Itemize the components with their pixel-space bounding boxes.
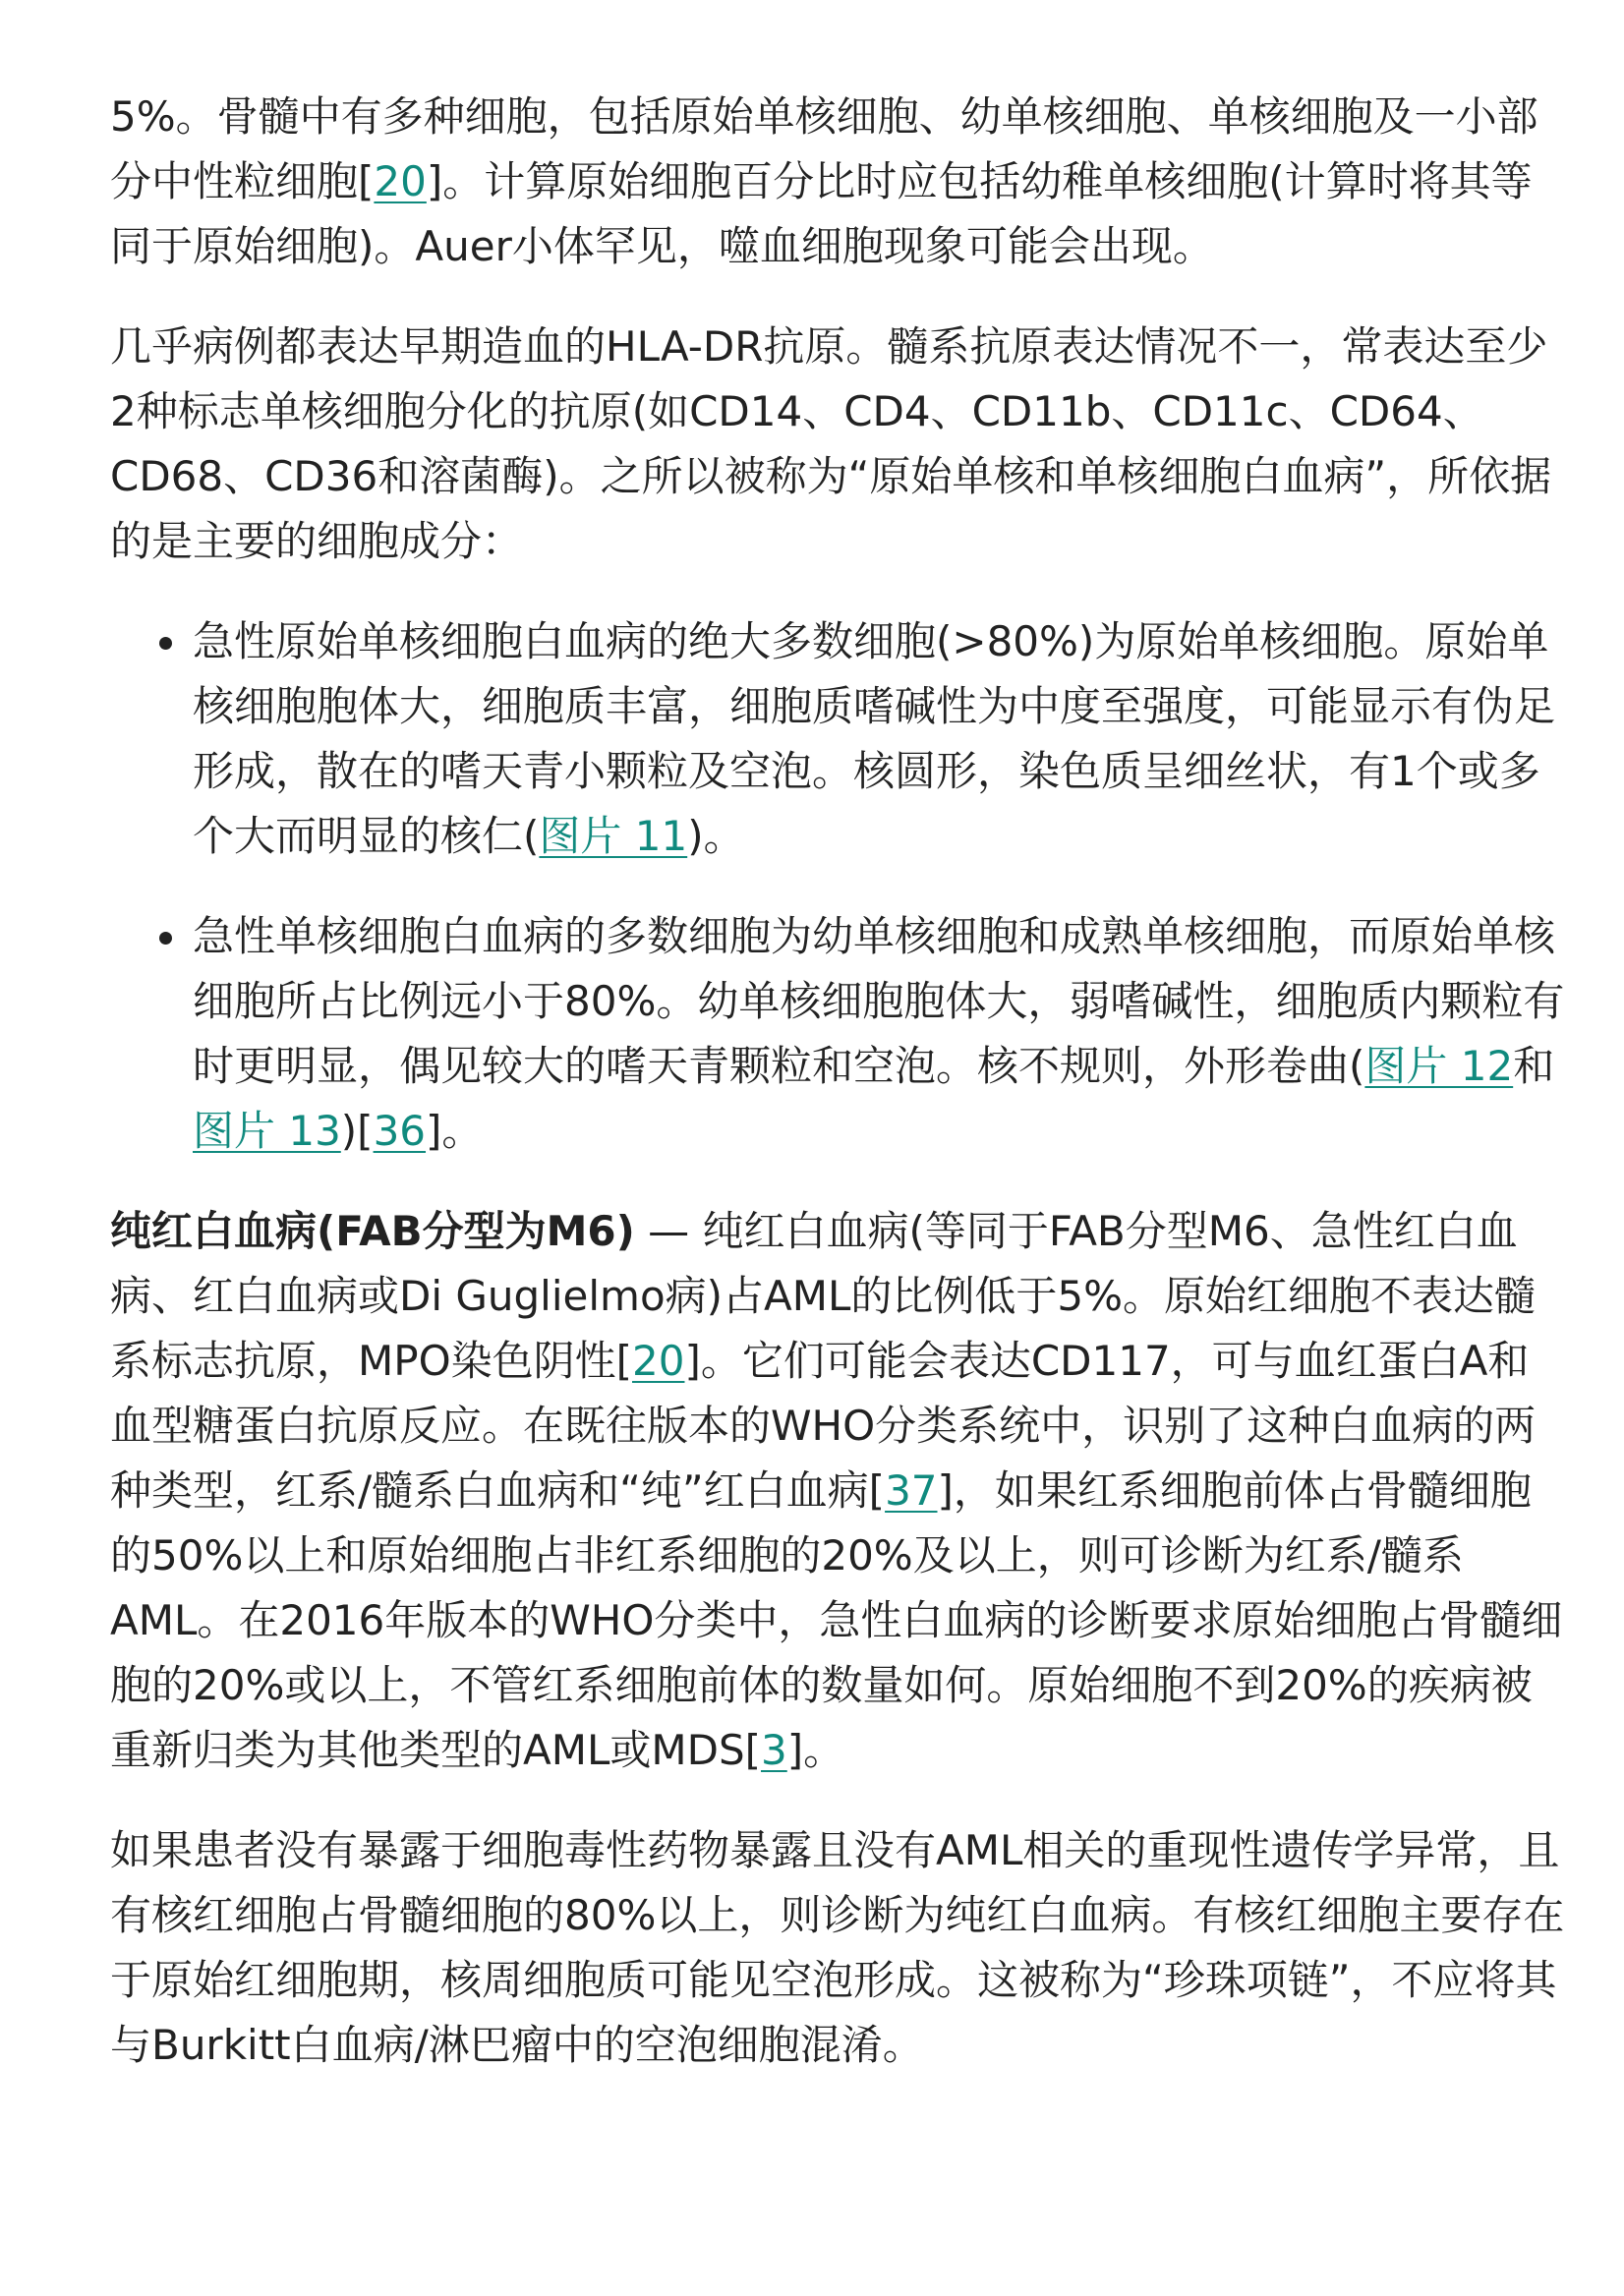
list-item-monocytic xyxy=(110,904,1565,1164)
paragraph-antigen-expression xyxy=(110,315,1565,574)
figure-link-12[interactable]: 图片 12 xyxy=(1364,1042,1514,1090)
paragraph-pure-erythroid xyxy=(110,1199,1565,1783)
list-item-text: )。 xyxy=(687,812,745,860)
paragraph-text: ]。它们可能会表达CD117，可与血红蛋白A和血型糖蛋白抗原反应。在既往版本的WHO分类系统中，识别了这种白血病的两种类型，红系/髓系白血病和“纯”红白血病[ xyxy=(110,1337,1537,1515)
reference-link-36[interactable]: 36 xyxy=(373,1107,427,1155)
reference-link-37[interactable]: 37 xyxy=(885,1466,938,1515)
list-item-text: 急性单核细胞白血病的多数细胞为幼单核细胞和成熟单核细胞，而原始单核细胞所占比例远小于80%。幼单核细胞胞体大，弱嗜碱性，细胞质内颗粒有时更明显，偶见较大的嗜天青颗粒和空泡。核不规则，外形卷曲( xyxy=(193,912,1565,1090)
list-item-text: 急性原始单核细胞白血病的绝大多数细胞(>80%)为原始单核细胞。原始单核细胞胞体大，细胞质丰富，细胞质嗜碱性为中度至强度，可能显示有伪足形成，散在的嗜天青小颗粒及空泡。核圆形，染色质呈细丝状，有1个或多个大而明显的核仁( xyxy=(193,617,1556,860)
paragraph-text: ]。 xyxy=(786,1726,845,1774)
paragraph-monocyte-marrow xyxy=(110,85,1565,279)
paragraph-text: 5%。骨髓中有多种细胞，包括原始单核细胞、幼单核细胞、单核细胞及一小部分中性粒细胞[ xyxy=(110,92,1538,205)
list-item-text: 和 xyxy=(1513,1042,1555,1090)
paragraph-text: ]。计算原始细胞百分比时应包括幼稚单核细胞(计算时将其等同于原始细胞)。Auer小体罕见，噬血细胞现象可能会出现。 xyxy=(110,157,1533,270)
figure-link-11[interactable]: 图片 11 xyxy=(539,812,688,860)
paragraph-text: 几乎病例都表达早期造血的HLA-DR抗原。髓系抗原表达情况不一，常表达至少2种标志单核细胞分化的抗原(如CD14、CD4、CD11b、CD11c、CD64、CD68、CD36和溶菌酶)。之所以被称为“原始单核和单核细胞白血病”，所依据的是主要的细胞成分： xyxy=(110,322,1552,565)
article-body xyxy=(110,85,1565,2113)
figure-link-13[interactable]: 图片 13 xyxy=(193,1107,341,1155)
section-heading: 纯红白血病(FAB分型为M6) xyxy=(110,1207,635,1255)
reference-link-20[interactable]: 20 xyxy=(374,157,427,205)
paragraph-diagnosis-criteria xyxy=(110,1818,1565,2078)
reference-link-20[interactable]: 20 xyxy=(632,1337,685,1385)
reference-link-3[interactable]: 3 xyxy=(761,1726,787,1774)
list-item-monoblastic xyxy=(110,609,1565,869)
paragraph-text: 如果患者没有暴露于细胞毒性药物暴露且没有AML相关的重现性遗传学异常，且有核红细胞占骨髓细胞的80%以上，则诊断为纯红白血病。有核红细胞主要存在于原始红细胞期，核周细胞质可能见空泡形成。这被称为“珍珠项链”，不应将其与Burkitt白血病/淋巴瘤中的空泡细胞混淆。 xyxy=(110,1826,1565,2069)
paragraph-text: — 纯红白血病(等同于FAB分型M6、急性红白血病、红白血病或Di Guglielmo病)占AML的比例低于5%。原始红细胞不表达髓系标志抗原，MPO染色阴性[ xyxy=(110,1207,1537,1385)
cell-composition-list xyxy=(110,609,1565,1164)
list-item-text: ]。 xyxy=(426,1107,484,1155)
list-item-text: )[ xyxy=(340,1107,374,1155)
paragraph-text: ]，如果红系细胞前体占骨髓细胞的50%以上和原始细胞占非红系细胞的20%及以上，则可诊断为红系/髓系AML。在2016年版本的WHO分类中，急性白血病的诊断要求原始细胞占骨髓细胞的20%或以上，不管红系细胞前体的数量如何。原始细胞不到20%的疾病被重新归类为其他类型的AML或MDS[ xyxy=(110,1466,1563,1774)
